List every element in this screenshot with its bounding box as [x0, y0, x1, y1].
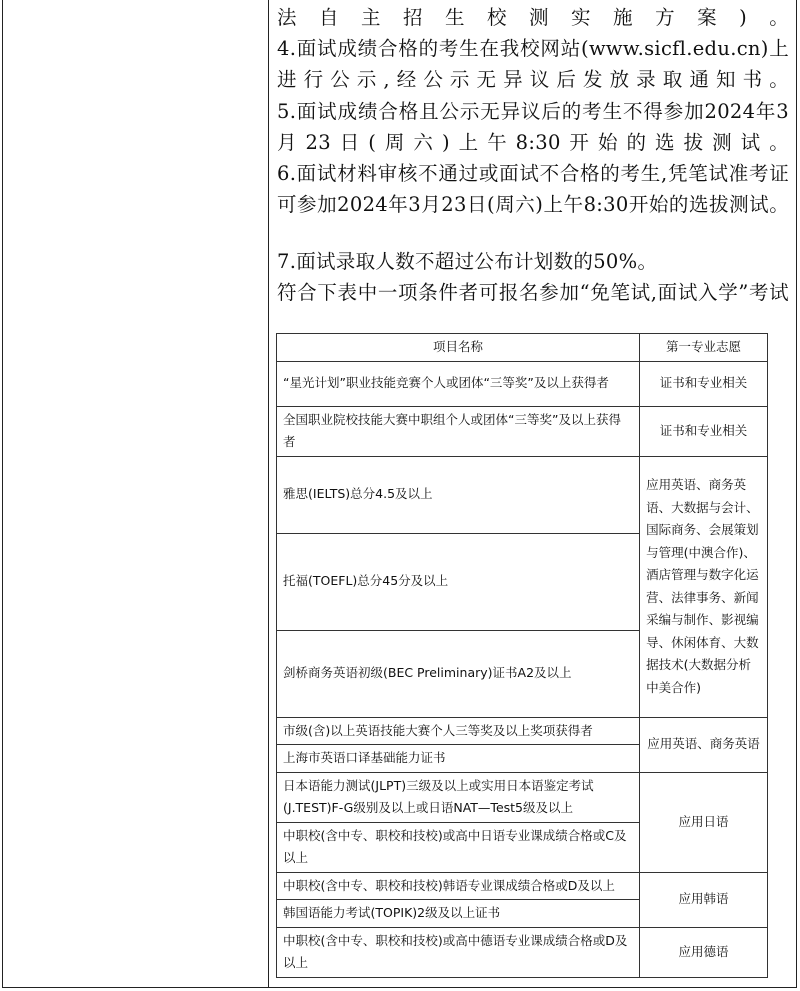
table-row: [277, 927, 768, 977]
paragraph-1: 法自主招生校测实施方案)。: [277, 6, 789, 29]
row-item: 中职校(含中专、职校和技校)韩语专业课成绩合格或D及以上: [277, 872, 640, 900]
header-major: 第一专业志愿: [640, 334, 768, 362]
row-major: 应用德语: [640, 927, 768, 977]
paragraph-5: 7.面试录取人数不超过公布计划数的50%。: [277, 250, 658, 273]
row-major: 应用英语、商务英语: [640, 717, 768, 772]
column-divider: [268, 0, 269, 988]
row-item: 日本语能力测试(JLPT)三级及以上或实用日本语鉴定考试(J.TEST)F-G级别及以上或日语NAT—Test5级及以上: [277, 772, 640, 822]
row-item: 雅思(IELTS)总分4.5及以上: [277, 456, 640, 533]
table-row: [277, 361, 768, 406]
header-item-name: 项目名称: [277, 334, 640, 362]
row-major: 应用英语、商务英语、大数据与会计、国际商务、会展策划与管理(中澳合作)、酒店管理与数字化运营、法律事务、新闻采编与制作、影视编导、休闲体育、大数据技术(大数据分析中美合作): [640, 456, 768, 717]
row-item: 中职校(含中专、职校和技校)或高中日语专业课成绩合格或C及以上: [277, 822, 640, 872]
row-item: “星光计划”职业技能竞赛个人或团体“三等奖”及以上获得者: [277, 361, 640, 406]
table-row: [277, 872, 768, 900]
row-item: 托福(TOEFL)总分45分及以上: [277, 533, 640, 630]
row-item: 上海市英语口译基础能力证书: [277, 745, 640, 773]
paragraph-4: 6.面试材料审核不通过或面试不合格的考生,凭笔试准考证可参加2024年3月23日(周六)上午8:30开始的选拔测试。: [277, 162, 789, 217]
paragraph-6: 符合下表中一项条件者可报名参加“免笔试,面试入学”考试: [277, 281, 789, 304]
table-header-row: [277, 334, 768, 362]
table-row: [277, 717, 768, 745]
paragraph-2: 4.面试成绩合格的考生在我校网站(www.sicfl.edu.cn)上进行公示,经公示无异议后发放录取通知书。: [277, 37, 789, 92]
table-row: [277, 772, 768, 822]
row-item: 韩国语能力考试(TOPIK)2级及以上证书: [277, 900, 640, 928]
row-item: 剑桥商务英语初级(BEC Preliminary)证书A2及以上: [277, 630, 640, 717]
row-item: 市级(含)以上英语技能大赛个人三等奖及以上奖项获得者: [277, 717, 640, 745]
row-major: 应用韩语: [640, 872, 768, 927]
row-major: 应用日语: [640, 772, 768, 872]
row-major: 证书和专业相关: [640, 361, 768, 406]
row-item: 中职校(含中专、职校和技校)或高中德语专业课成绩合格或D及以上: [277, 927, 640, 977]
table-row: [277, 456, 768, 533]
table-row: [277, 406, 768, 456]
eligibility-table: [276, 333, 768, 978]
paragraph-3: 5.面试成绩合格且公示无异议后的考生不得参加2024年3月23日(周六)上午8:30开始的选拔测试。: [277, 100, 789, 155]
row-item: 全国职业院校技能大赛中职组个人或团体“三等奖”及以上获得者: [277, 406, 640, 456]
row-major: 证书和专业相关: [640, 406, 768, 456]
